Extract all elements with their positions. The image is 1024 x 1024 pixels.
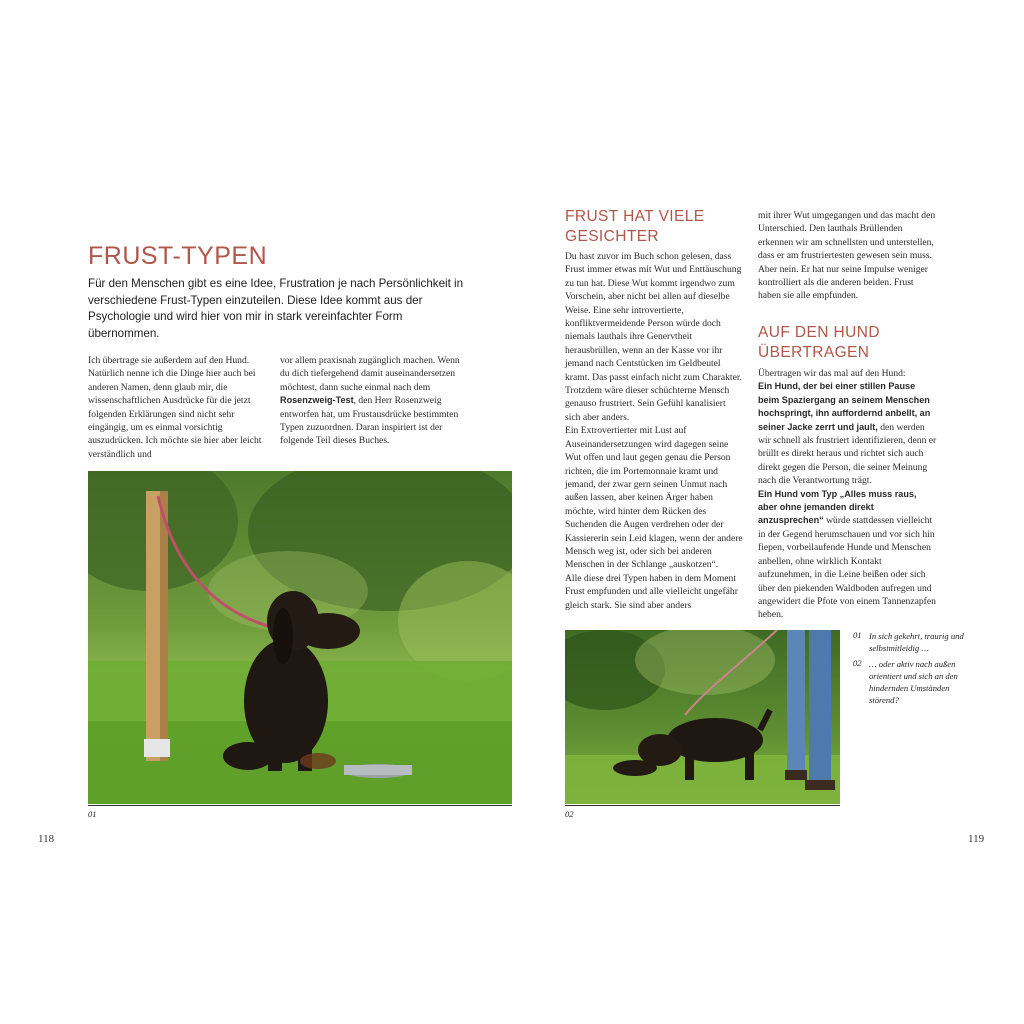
left-column-1: Ich übertrage sie außerdem auf den Hund. Natürlich nenne ich die Dinge hier auch bei anderen Namen, denn glaub mir, die wissenschaftlichen Ausdrücke für die jetzt folgenden Erklärungen sind nicht sehr eingängig, um es einmal vorsichtig auszudrücken. Ich möchte sie hier aber leicht verständlich und [88,355,262,460]
caption-number: 02 [853,658,862,668]
right-col1-para-2: Ein Extrovertierter mit Lust auf Auseinandersetzungen wird dagegen seine Wut offen und laut gegen genau die Person richten, die im Portemonnaie kramt und jemand, der zwar gern seinen Unmut nach außen lassen, aber keinen Ärger haben möchte, wird hinter dem Rücken des Suchenden die Augen verdrehen oder der Kassiererin sein Leid klagen, wenn der andere Mensch weg ist, oder sich bei anderen Menschen in der Schlange „auskotzen“. [565,425,743,571]
right-col2-para-2 [758,367,938,488]
page-number-right: 119 [968,833,985,845]
page-number-left: 118 [38,833,55,845]
right-col1-para-1: Du hast zuvor im Buch schon gelesen, dass Frust immer etwas mit Wut und Enttäuschung zu tun hat. Diese Wut kommt irgendwo zum Vorschein, aber nicht bei allen auf dieselbe Weise. Eine sehr introvertierte, konfliktvermeidende Person würde doch niemals lauthals ihre Genervtheit herausbrüllen, wenn an der Kasse vor ihr jemand nach Centstücken im Geldbeutel kramt. Das passt einfach nicht zum Charakter. Trotzdem wäre dieser schüchterne Mensch genauso frustriert. Sein Gefühl kanalisiert sich aber anders. [565,251,742,423]
bold-alles-muss-raus: Ein Hund vom Typ „Alles muss raus, aber ohne jemanden direkt anzusprechen“ [758,488,917,526]
right-col1-para-3: Alle diese drei Typen haben in dem Moment Frust empfunden und alle vielleicht ungefähr gleich stark. Sie sind aber anders [565,572,738,611]
photo-number-01: 01 [88,809,97,819]
para-3-rest: würde stattdessen vielleicht in der Gegend herumschauen und vor sich hin fiepen, vorbeilaufende Hunde und Menschen anbellen, ohne wirklich Kontakt aufzunehmen, in die Leine beißen oder sich über den piekenden Waldboden aufregen und angewidert die Pfote von einem Tannenzapfen heben. [758,515,936,621]
heading-frust-gesichter: FRUST HAT VIELE GESICHTER [565,208,705,245]
caption-text: … oder aktiv nach außen orientiert und sich an den hindernden Umständen störend? [869,659,958,705]
caption-01 [853,630,973,654]
right-column-2 [758,209,938,303]
para-lead: Übertragen wir das mal auf den Hund: [758,368,906,379]
intro-paragraph: Für den Menschen gibt es eine Idee, Frustration je nach Persönlichkeit in verschiedene Frust-Typen einzuteilen. Diese Idee kommt aus der Psychologie und wird hier von mir in stark vereinfachter Form übernommen. [88,277,464,340]
caption-text: In sich gekehrt, traurig und selbstmitleidig … [869,631,964,653]
caption-02 [853,658,973,706]
captions [853,630,973,706]
photo-rule-right [565,805,840,806]
para-2-rest: den werden wir schnell als frustriert identifizieren, denn er brüllt es direkt heraus und richtet sich auch direkt gegen die Person, die seiner Meinung nach die Verantwortung trägt. [758,421,937,487]
right-column-1 [565,250,743,612]
dog-sniffing-photo [565,630,840,804]
bold-hund-springt: Ein Hund, der bei einer stillen Pause beim Spaziergang an seinem Menschen hochspringt, ihn auffordernd anbellt, an seiner Jacke zerrt und jault, [758,381,931,432]
photo-rule-left [88,805,512,806]
right-col2-para-3 [758,488,938,622]
caption-number: 01 [853,630,862,640]
rosenzweig-bold: Rosenzweig-Test [280,395,354,406]
left-col2-text-b: , den Herr Rosenzweig entworfen hat, um Frustausdrücke bestimmten Typen zuzuordnen. Daran inspiriert ist der folgende Teil dieses Buches. [280,395,459,447]
right-column-2-lower [758,367,938,622]
right-col2-para-1: mit ihrer Wut umgegangen und das macht den Unterschied. Den lauthals Brüllenden erkennen wir am schnellsten und unterstellen, dass er am frustriertesten gewesen sein muss. Aber nein. Er hat nur seine Impulse weniger kontrolliert als die anderen beiden. Frust haben sie alle empfunden. [758,210,936,302]
section-title: FRUST-TYPEN [88,242,268,270]
left-column-2 [280,354,460,448]
heading-auf-den-hund: AUF DEN HUND ÜBERTRAGEN [758,324,880,361]
dog-sitting-photo [88,471,512,804]
left-col2-text-a: vor allem praxisnah zugänglich machen. Wenn du dich tiefergehend damit auseinandersetzen möchtest, dann suche einmal nach dem [280,355,460,393]
photo-number-02: 02 [565,809,574,819]
